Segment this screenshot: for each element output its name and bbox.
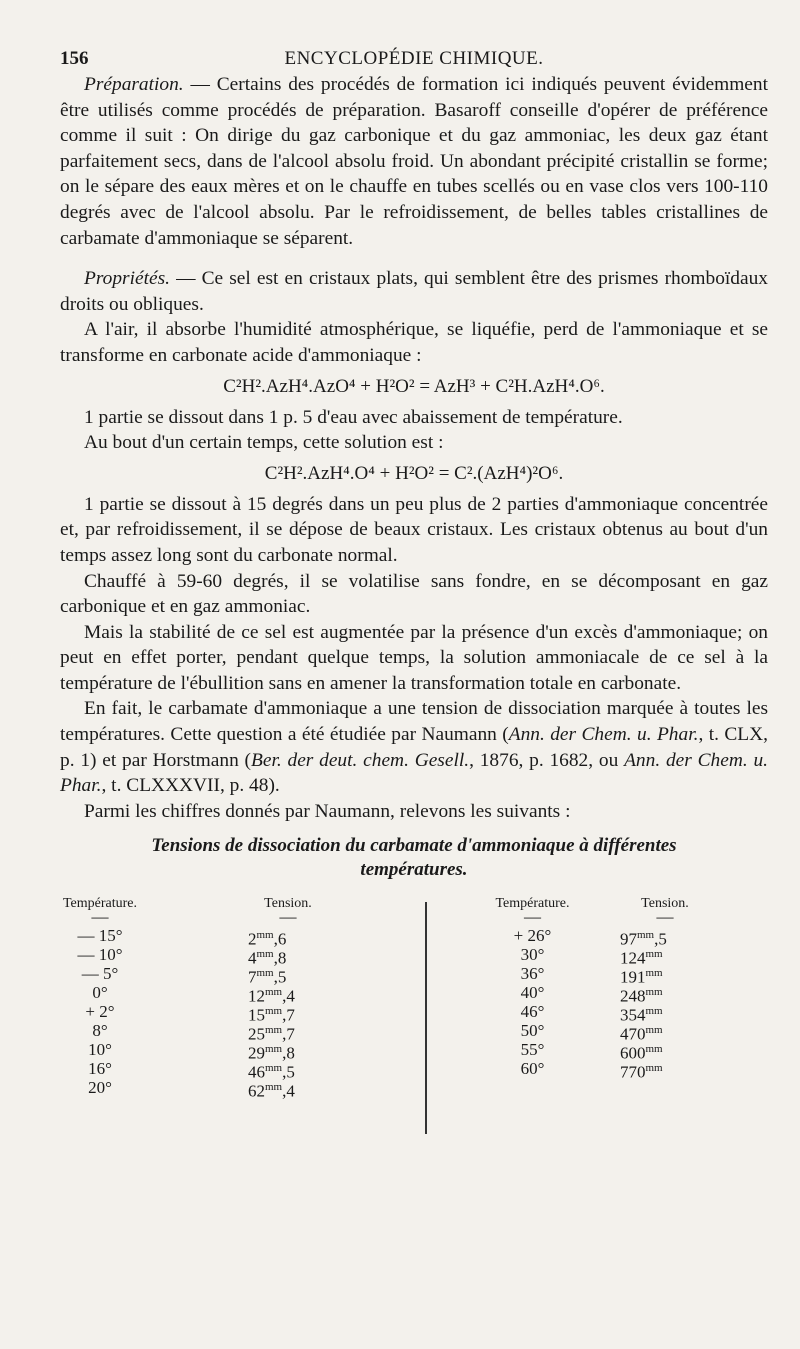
left-tension-cell: $15^{mm},7$ bbox=[248, 1005, 295, 1026]
paragraph-preparation: Préparation. — Certains des procédés de formation ici indiqués peuvent évidemment être utilisés comme procédés de préparation. Basaroff conseille d'opérer de préférence comme il suit : On dirige du gaz carbonique et du gaz ammoniac, les deux gaz étant parfaitement secs, dans de l'alcool absolu froid. Un abondant précipité cristallin se forme; on le sépare des eaux mères et on le chauffe en tubes scellés ou en vase clos vers 100-110 degrés avec de l'alcool absolu. Par le refroidissement, de belles tables cristallines de carbamate d'ammoniaque se séparent. bbox=[60, 74, 768, 249]
left-temperature-cell: — 10° bbox=[77, 945, 123, 965]
running-header bbox=[60, 44, 768, 72]
paragraph-parmi: Parmi les chiffres donnés par Naumann, relevons les suivants : bbox=[84, 800, 571, 822]
right-temperature-cell: 40° bbox=[520, 983, 545, 1003]
paragraph-chauffe: Chauffé à 59-60 degrés, il se volatilise sans fondre, en se décomposant en gaz carbonique et en gaz ammoniac. bbox=[60, 570, 768, 618]
right-temperature-cell: 36° bbox=[520, 964, 545, 984]
right-temperature-cell: 60° bbox=[520, 1059, 545, 1079]
left-tension-cell: $29^{mm},8$ bbox=[248, 1043, 295, 1064]
header-tension-right: Tension. bbox=[641, 896, 689, 912]
right-temperature-column: Température. — + 26° 30° 36° 40° 46° 50° 55° 60° bbox=[480, 896, 585, 1078]
dissociation-table bbox=[60, 896, 768, 1136]
left-temperature-cell: 20° bbox=[88, 1078, 112, 1098]
left-tension-cell: $7^{mm},5$ bbox=[248, 967, 287, 988]
right-tension-cell: $248^{mm}$ bbox=[620, 986, 663, 1007]
right-tension-cell: $97^{mm},5$ bbox=[620, 929, 667, 950]
right-temperature-cell: 55° bbox=[520, 1040, 545, 1060]
left-temperature-cell: 8° bbox=[92, 1021, 108, 1041]
left-temperature-cell: — 15° bbox=[77, 926, 123, 946]
equation-2: C²H².AzH⁴.O⁴ + H²O² = C².(AzH⁴)²O⁶. bbox=[264, 462, 564, 484]
equation-1: C²H².AzH⁴.AzO⁴ + H²O² = AzH³ + C²H.AzH⁴.O⁶. bbox=[223, 375, 605, 397]
left-tension-cell: $4^{mm},8$ bbox=[248, 948, 287, 969]
header-temperature-right: Température. bbox=[495, 896, 570, 912]
right-tension-cell: $470^{mm}$ bbox=[620, 1024, 663, 1045]
left-temperature-cell: 0° bbox=[92, 983, 108, 1003]
citation-ann-chem: Ann. der Chem. u. Phar. bbox=[508, 724, 699, 746]
citation-ber-deut: Ber. der deut. chem. Gesell. bbox=[251, 749, 470, 771]
right-tension-cell: $124^{mm}$ bbox=[620, 948, 663, 969]
right-tension-cell: $600^{mm}$ bbox=[620, 1043, 663, 1064]
header-temperature: Température. bbox=[62, 896, 138, 912]
paragraph-bout: Au bout d'un certain temps, cette solution est : bbox=[84, 432, 444, 454]
paragraph-air: A l'air, il absorbe l'humidité atmosphérique, se liquéfie, perd de l'ammoniaque et se transforme en carbonate acide d'ammoniaque : bbox=[60, 319, 768, 366]
left-tension-cell: $62^{mm},4$ bbox=[248, 1081, 295, 1102]
right-temperature-cell: + 26° bbox=[513, 926, 552, 946]
left-temperature-cell: + 2° bbox=[85, 1002, 115, 1022]
running-title: ENCYCLOPÉDIE CHIMIQUE. bbox=[284, 48, 544, 69]
paragraph-partie-2: 1 partie se dissout à 15 degrés dans un peu plus de 2 parties d'ammoniaque concentrée et, par refroidissement, il se dépose de beaux cristaux. Les cristaux obtenus au bout d'un temps assez long sont du carbonate normal. bbox=[60, 493, 768, 566]
right-temperature-cell: 50° bbox=[520, 1021, 545, 1041]
right-tension-cell: $770^{mm}$ bbox=[620, 1062, 663, 1083]
page-number: 156 bbox=[60, 48, 89, 69]
citation-ann-chem-2: Ann. der Chem. u. Phar. bbox=[60, 749, 768, 797]
right-tension-cell: $191^{mm}$ bbox=[620, 967, 663, 988]
paragraph-partie-1: 1 partie se dissout dans 1 p. 5 d'eau avec abaissement de température. bbox=[84, 406, 623, 428]
left-tension-cell: $46^{mm},5$ bbox=[248, 1062, 295, 1083]
paragraph-stabilite: Mais la stabilité de ce sel est augmentée par la présence d'un excès d'ammoniaque; on peut en effet porter, pendant quelque temps, la solution ammoniacale de ce sel à la température de l'ébullition sans en amener la transformation totale en carbonate. bbox=[60, 621, 768, 694]
left-temperature-column: Température. — — 15° — 10° — 5° 0° + 2° 8° 10° 16° 20° bbox=[60, 896, 140, 1097]
table-divider bbox=[425, 902, 427, 1134]
table-caption: Tensions de dissociation du carbamate d'ammoniaque à différentes températures. bbox=[151, 835, 677, 881]
left-temperature-cell: — 5° bbox=[81, 964, 119, 984]
left-tension-cell: $12^{mm},4$ bbox=[248, 986, 295, 1007]
paragraph-en-fait: En fait, le carbamate d'ammoniaque a une tension de dissociation marquée à toutes les températures. Cette question a été étudiée par Naumann (Ann. der Chem. u. Phar., t. CLX, p. 1) et par Horstmann (Ber. der deut. chem. Gesell., 1876, p. 1682, ou Ann. der Chem. u. Phar., t. CLXXXVII, p. 48). bbox=[60, 698, 768, 797]
section-title-preparation: Préparation. bbox=[84, 74, 184, 95]
right-tension-column: Tension. — $97^{mm},5$ $124^{mm}$ $191^{mm}$ $248^{mm}$ $354^{mm}$ $470^{mm}$ $600^{mm}$ $770^{mm}$ bbox=[620, 896, 710, 1078]
right-temperature-cell: 46° bbox=[520, 1002, 545, 1022]
section-title-proprietes: Propriétés. bbox=[84, 268, 170, 290]
paragraph-proprietes: Propriétés. — Ce sel est en cristaux plats, qui semblent être des prismes rhomboïdaux droits ou obliques. bbox=[60, 268, 768, 315]
left-tension-column: Tension. — $2^{mm},6$ $4^{mm},8$ $7^{mm},5$ $12^{mm},4$ $15^{mm},7$ $25^{mm},7$ $29^{mm},8$ $46^{mm},5$ $62^{mm},4$ bbox=[248, 896, 328, 1097]
page bbox=[60, 44, 768, 1136]
right-temperature-cell: 30° bbox=[520, 945, 545, 965]
left-temperature-cell: 16° bbox=[88, 1059, 112, 1079]
header-tension: Tension. bbox=[264, 896, 312, 912]
left-tension-cell: $2^{mm},6$ bbox=[248, 929, 287, 950]
right-tension-cell: $354^{mm}$ bbox=[620, 1005, 663, 1026]
left-tension-cell: $25^{mm},7$ bbox=[248, 1024, 295, 1045]
left-temperature-cell: 10° bbox=[88, 1040, 112, 1060]
